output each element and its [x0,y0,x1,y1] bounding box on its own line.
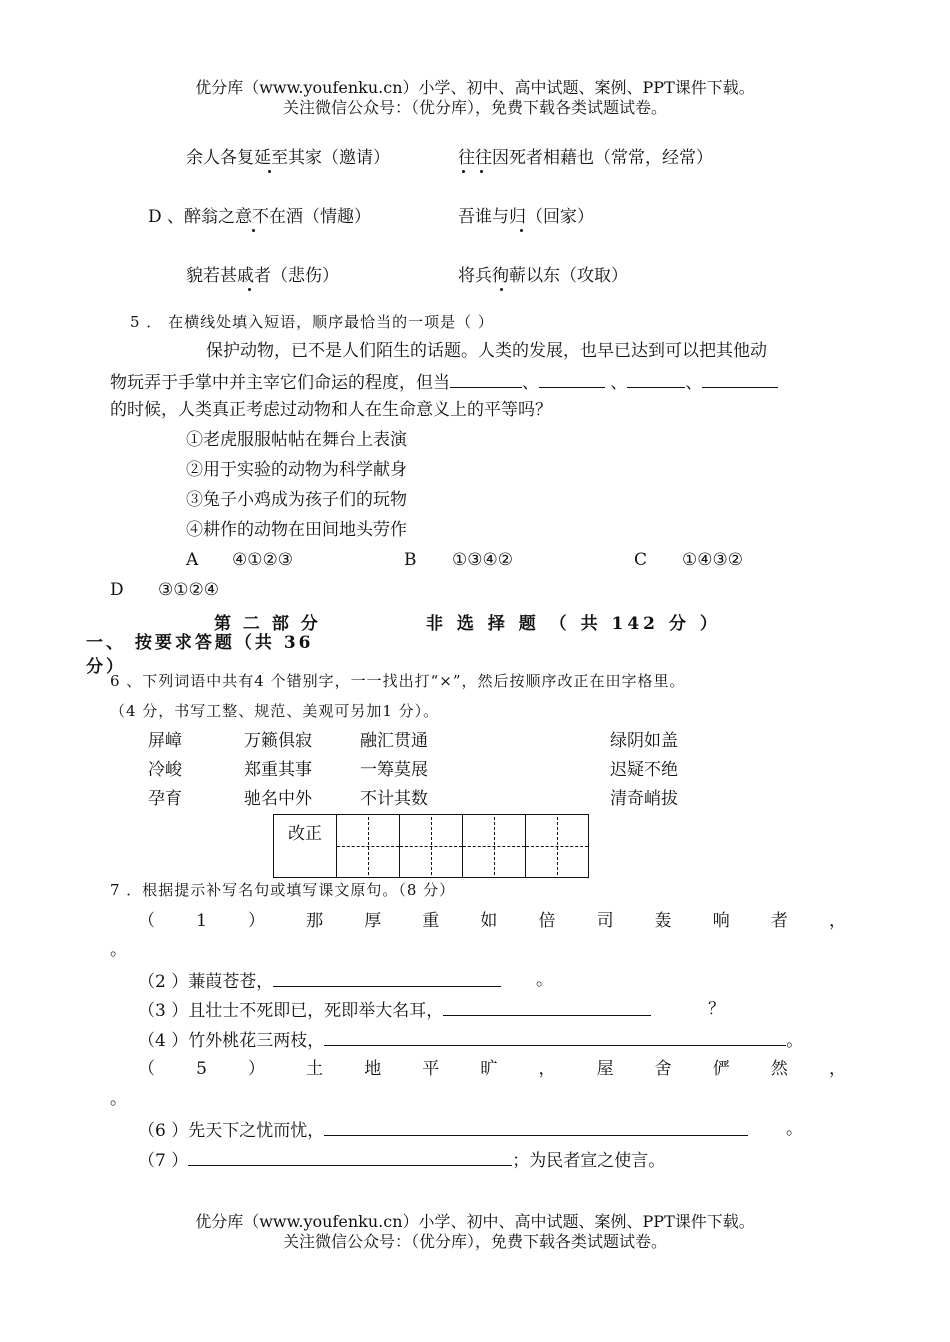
q6-word: 屏嶂 [148,731,182,751]
q7-s3-text: （3 ）且壮士不死即已，死即举大名耳， [138,1001,444,1021]
q7-s1-char: ， [828,911,846,931]
q7-sentence-3 [138,997,651,1023]
q7-s1-char: 轰 [654,911,672,931]
q5-blank-1[interactable] [450,369,522,388]
q7-s5-char: 地 [364,1059,382,1079]
q5-option-a-value: ④①②③ [232,550,293,570]
q7-s5-char: ） [248,1059,266,1079]
emphasis-dot [268,170,271,173]
q5-item-3: ③兔子小鸡成为孩子们的玩物 [186,490,407,510]
correction-grid-label: 改正 [274,815,337,878]
q7-s6-blank[interactable] [324,1117,748,1136]
q7-s2-blank[interactable] [273,968,501,987]
q7-s6-text: （6 ）先天下之忧而忧， [138,1121,325,1141]
q6-stem: 6 、下列词语中共有4 个错别字，一一找出打“×”，然后按顺序改正在田字格里。 [110,672,686,690]
q7-s1-char: 重 [422,911,440,931]
q7-s5-char: 俨 [712,1059,730,1079]
q6-word: 孕育 [148,789,182,809]
part2-title-desc: 非 选 择 题 （ 共 142 分 ） [426,614,721,634]
emphasis-dot [500,288,503,291]
q7-s1-char: 那 [306,911,324,931]
q6-word: 不计其数 [360,789,428,809]
q4-d-right-2: 将兵徇蕲以东（攻取） [458,266,628,286]
q7-sentence-1 [138,909,846,933]
q5-option-d-value: ③①②④ [158,580,219,600]
q7-s1-char: 司 [596,911,614,931]
q5-item-1: ①老虎服服帖帖在舞台上表演 [186,430,407,450]
q7-s2-text: （2 ）蒹葭苍苍， [138,972,274,992]
q4-d-right-1: 吾谁与归（回家） [458,207,594,227]
emphasis-dot [520,229,523,232]
q5-option-c-value: ①④③② [682,550,743,570]
q7-s5-char: 舍 [654,1059,672,1079]
q5-paragraph-line2: 物玩弄于手掌中并主宰它们命运的程度，但当 、 、 、 [110,369,778,395]
q7-s5-char: 5 [196,1059,207,1079]
q7-stem: 7 ．根据提示补写名句或填写课文原句。（8 分） [110,881,456,899]
page-footer-line1: 优分库（www.youfenku.cn）小学、初中、高中试题、案例、PPT课件下载。 [195,1212,755,1231]
q7-sentence-6 [138,1117,748,1143]
q7-s7-blank[interactable] [188,1147,512,1166]
q7-s4-end: 。 [786,1031,804,1051]
q7-s1-end: 。 [110,940,127,960]
q5-paragraph-line3: 的时候，人类真正考虑过动物和人在生命意义上的平等吗？ [110,400,552,420]
q7-s1-char: 响 [712,911,730,931]
q6-word: 郑重其事 [244,760,312,780]
emphasis-dot [462,170,465,173]
q6-word: 万籁俱寂 [244,731,312,751]
q5-paragraph-line2-text: 物玩弄于手掌中并主宰它们命运的程度，但当 [110,373,450,393]
q7-sentence-7 [138,1147,665,1173]
q7-s1-char: 者 [770,911,788,931]
emphasis-dot [248,288,251,291]
q7-s5-char: ， [538,1059,556,1079]
q7-sentence-2 [138,968,501,994]
q5-option-a-label: A [186,550,199,570]
part2-title-part: 第 二 部 分 [214,614,321,634]
correction-grid [273,814,589,878]
q5-blank-2[interactable] [539,369,605,388]
q7-s3-end: ？ [708,999,725,1019]
q7-s1-char: ） [248,911,266,931]
page-header-line1: 优分库（www.youfenku.cn）小学、初中、高中试题、案例、PPT课件下载。 [195,78,755,97]
q6-word: 驰名中外 [244,789,312,809]
emphasis-dot [252,229,255,232]
q7-s6-end: 。 [786,1119,803,1139]
tianzige-cell[interactable] [463,817,525,875]
q6-word: 一筹莫展 [360,760,428,780]
q6-word: 绿阴如盖 [610,731,678,751]
q5-blank-3[interactable] [627,369,685,388]
q6-word: 冷峻 [148,760,182,780]
q4-d-left-1: D 、醉翁之意不在酒（情趣） [148,207,372,227]
q7-s3-blank[interactable] [443,997,651,1016]
q4-c-right-2: 往往因死者相藉也（常常，经常） [458,148,713,168]
tianzige-cell[interactable] [400,817,462,875]
q5-option-b-value: ①③④② [452,550,513,570]
q7-s2-end: 。 [536,970,553,990]
q7-s5-char: 土 [306,1059,324,1079]
q7-sentence-4 [138,1027,803,1053]
q7-s4-blank[interactable] [324,1027,786,1046]
q7-s1-char: 如 [480,911,498,931]
q6-note: （4 分，书写工整、规范、美观可另加1 分）。 [110,702,440,720]
q7-sentence-5 [138,1057,846,1081]
q7-s5-char: （ [138,1059,155,1079]
emphasis-dot [480,170,483,173]
q6-word: 迟疑不绝 [610,760,678,780]
q5-option-b-label: B [404,550,417,570]
q7-s5-char: 旷 [480,1059,498,1079]
q7-s7-suffix: ；为民者宣之使言。 [512,1151,666,1171]
q7-s5-char: 平 [422,1059,440,1079]
q4-d-left-2: 貌若甚戚者（悲伤） [186,266,339,286]
page-header-line2: 关注微信公众号：（优分库），免费下载各类试题试卷。 [282,98,667,117]
q5-blank-4[interactable] [702,369,778,388]
q7-s1-char: 1 [196,911,207,931]
q7-s4-text: （4 ）竹外桃花三两枝， [138,1031,325,1051]
tianzige-cell[interactable] [526,817,588,875]
section1-title: 一、 按要求答题（共 36 分） [86,633,314,677]
q6-word: 融汇贯通 [360,731,428,751]
page-footer-line2: 关注微信公众号：（优分库），免费下载各类试题试卷。 [282,1232,667,1251]
q7-s1-char: 倍 [538,911,556,931]
q7-s5-end: 。 [110,1089,127,1109]
q7-s5-char: 屋 [596,1059,614,1079]
q5-paragraph-line1: 保护动物，已不是人们陌生的话题。人类的发展，也早已达到可以把其他动 [206,341,767,361]
q7-s5-char: ， [828,1059,846,1079]
tianzige-cell[interactable] [337,817,399,875]
q7-s5-char: 然 [770,1059,788,1079]
q5-item-2: ②用于实验的动物为科学献身 [186,460,407,480]
q5-option-c-label: C [634,550,648,570]
q5-stem: 5 ． 在横线处填入短语，顺序最恰当的一项是（ ） [130,313,494,331]
q6-word: 清奇峭拔 [610,789,678,809]
q4-c-left-2: 余人各复延至其家（邀请） [186,148,390,168]
q5-item-4: ④耕作的动物在田间地头劳作 [186,520,407,540]
q7-s7-prefix: （7 ） [138,1151,189,1171]
q5-option-d-label: D [110,580,124,600]
q7-s1-char: 厚 [364,911,382,931]
q7-s1-char: （ [138,911,155,931]
